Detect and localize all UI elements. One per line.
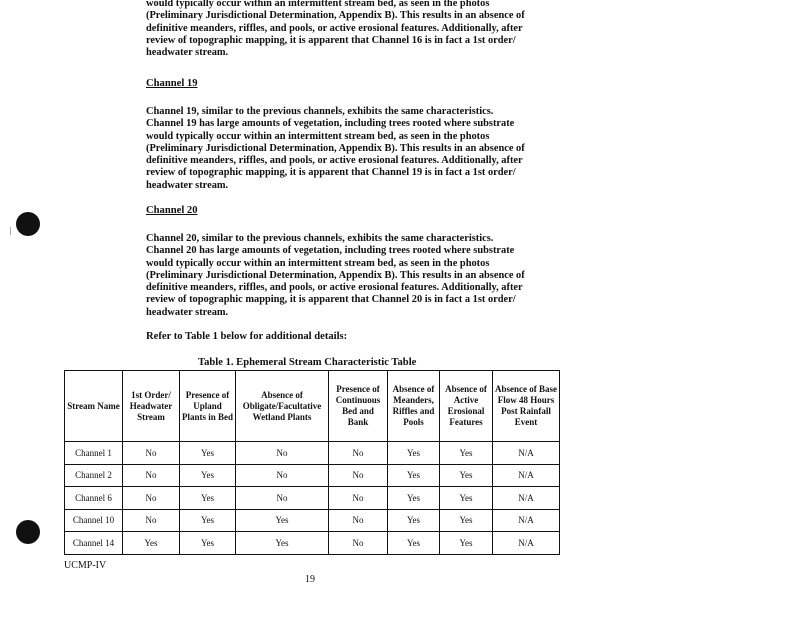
table-cell: Yes [440, 464, 493, 487]
table-cell: N/A [493, 532, 560, 555]
table-cell: Yes [123, 532, 180, 555]
table-cell: No [123, 464, 180, 487]
table-cell: No [329, 532, 388, 555]
document-code: UCMP-IV [64, 560, 107, 571]
table-cell: No [329, 442, 388, 465]
table-cell: No [329, 487, 388, 510]
table-cell: Channel 2 [65, 464, 123, 487]
table-row [65, 487, 560, 510]
table-cell: Yes [180, 487, 236, 510]
table-cell: No [236, 464, 329, 487]
column-header: Stream Name [65, 371, 123, 442]
table-row [65, 509, 560, 532]
table-cell: N/A [493, 509, 560, 532]
text-line: would typically occur within an intermittent stream bed, as seen in the photos [146, 130, 490, 142]
table-cell: Yes [440, 442, 493, 465]
column-header: Absence of Obligate/Facultative Wetland Plants [236, 371, 329, 442]
column-header: Absence of Active Erosional Features [440, 371, 493, 442]
text-line: definitive meanders, riffles, and pools, or active erosional features. Additionally, after [146, 282, 523, 294]
text-line: definitive meanders, riffles, and pools, or active erosional features. Additionally, after [146, 22, 523, 34]
paragraph-channel-19 [146, 106, 566, 192]
table-cell: N/A [493, 442, 560, 465]
text-line: definitive meanders, riffles, and pools, or active erosional features. Additionally, after [146, 155, 523, 167]
column-header: Presence of Continuous Bed and Bank [329, 371, 388, 442]
table-cell: No [123, 442, 180, 465]
table-row [65, 532, 560, 555]
table-cell: Yes [440, 487, 493, 510]
text-line: would typically occur within an intermittent stream bed, as seen in the photos [146, 0, 490, 9]
table-cell: Channel 10 [65, 509, 123, 532]
text-line: headwater stream. [146, 179, 229, 191]
table-cell: No [236, 487, 329, 510]
text-line: (Preliminary Jurisdictional Determination, Appendix B). This results in an absence of [146, 269, 525, 281]
table-cell: Yes [236, 532, 329, 555]
table-cell: Yes [180, 442, 236, 465]
paragraph-channel-16-continued [146, 0, 566, 59]
table-cell: Yes [388, 532, 440, 555]
table-cell: N/A [493, 487, 560, 510]
text-line: Channel 19 has large amounts of vegetation, including trees rooted where substrate [146, 118, 515, 130]
table-cell: Channel 1 [65, 442, 123, 465]
section-heading-channel-20: Channel 20 [146, 205, 198, 216]
table-header-row [65, 371, 560, 442]
page-number: 19 [305, 574, 315, 585]
section-heading-channel-19: Channel 19 [146, 78, 198, 89]
column-header: Presence of Upland Plants in Bed [180, 371, 236, 442]
binder-hole-bottom [16, 520, 40, 544]
scan-mark: | [10, 226, 12, 235]
table-cell: No [329, 509, 388, 532]
table-cell: Channel 14 [65, 532, 123, 555]
table-cell: Yes [388, 442, 440, 465]
table-cell: Yes [388, 464, 440, 487]
table-cell: Yes [180, 509, 236, 532]
text-line: headwater stream. [146, 47, 229, 59]
table-row [65, 442, 560, 465]
table-cell: Yes [388, 487, 440, 510]
table-row [65, 464, 560, 487]
table-cell: Yes [180, 464, 236, 487]
table-cell: No [236, 442, 329, 465]
text-line: review of topographic mapping, it is apparent that Channel 16 is in fact a 1st order/ [146, 34, 516, 46]
table-cell: No [329, 464, 388, 487]
text-line: Channel 19, similar to the previous channels, exhibits the same characteristics. [146, 106, 494, 117]
text-line: (Preliminary Jurisdictional Determination, Appendix B). This results in an absence of [146, 142, 525, 154]
table-cell: No [123, 509, 180, 532]
table-caption: Table 1. Ephemeral Stream Characteristic Table [198, 357, 417, 368]
column-header: Absence of Base Flow 48 Hours Post Rainfall Event [493, 371, 560, 442]
text-line: review of topographic mapping, it is apparent that Channel 20 is in fact a 1st order/ [146, 294, 516, 306]
table-cell: Yes [440, 532, 493, 555]
table-cell: No [123, 487, 180, 510]
table-reference-text: Refer to Table 1 below for additional details: [146, 331, 348, 342]
table-cell: Channel 6 [65, 487, 123, 510]
text-line: (Preliminary Jurisdictional Determination, Appendix B). This results in an absence of [146, 10, 525, 22]
text-line: would typically occur within an intermittent stream bed, as seen in the photos [146, 257, 490, 269]
table-cell: Yes [180, 532, 236, 555]
text-line: Channel 20, similar to the previous channels, exhibits the same characteristics. [146, 233, 494, 244]
text-line: Channel 20 has large amounts of vegetation, including trees rooted where substrate [146, 245, 515, 257]
column-header: 1st Order/ Headwater Stream [123, 371, 180, 442]
text-line: review of topographic mapping, it is apparent that Channel 19 is in fact a 1st order/ [146, 167, 516, 179]
ephemeral-stream-table [64, 370, 560, 555]
binder-hole-top [16, 212, 40, 236]
table-cell: N/A [493, 464, 560, 487]
paragraph-channel-20 [146, 233, 566, 319]
table-cell: Yes [440, 509, 493, 532]
table-cell: Yes [236, 509, 329, 532]
text-line: headwater stream. [146, 306, 229, 318]
table-cell: Yes [388, 509, 440, 532]
column-header: Absence of Meanders, Riffles and Pools [388, 371, 440, 442]
